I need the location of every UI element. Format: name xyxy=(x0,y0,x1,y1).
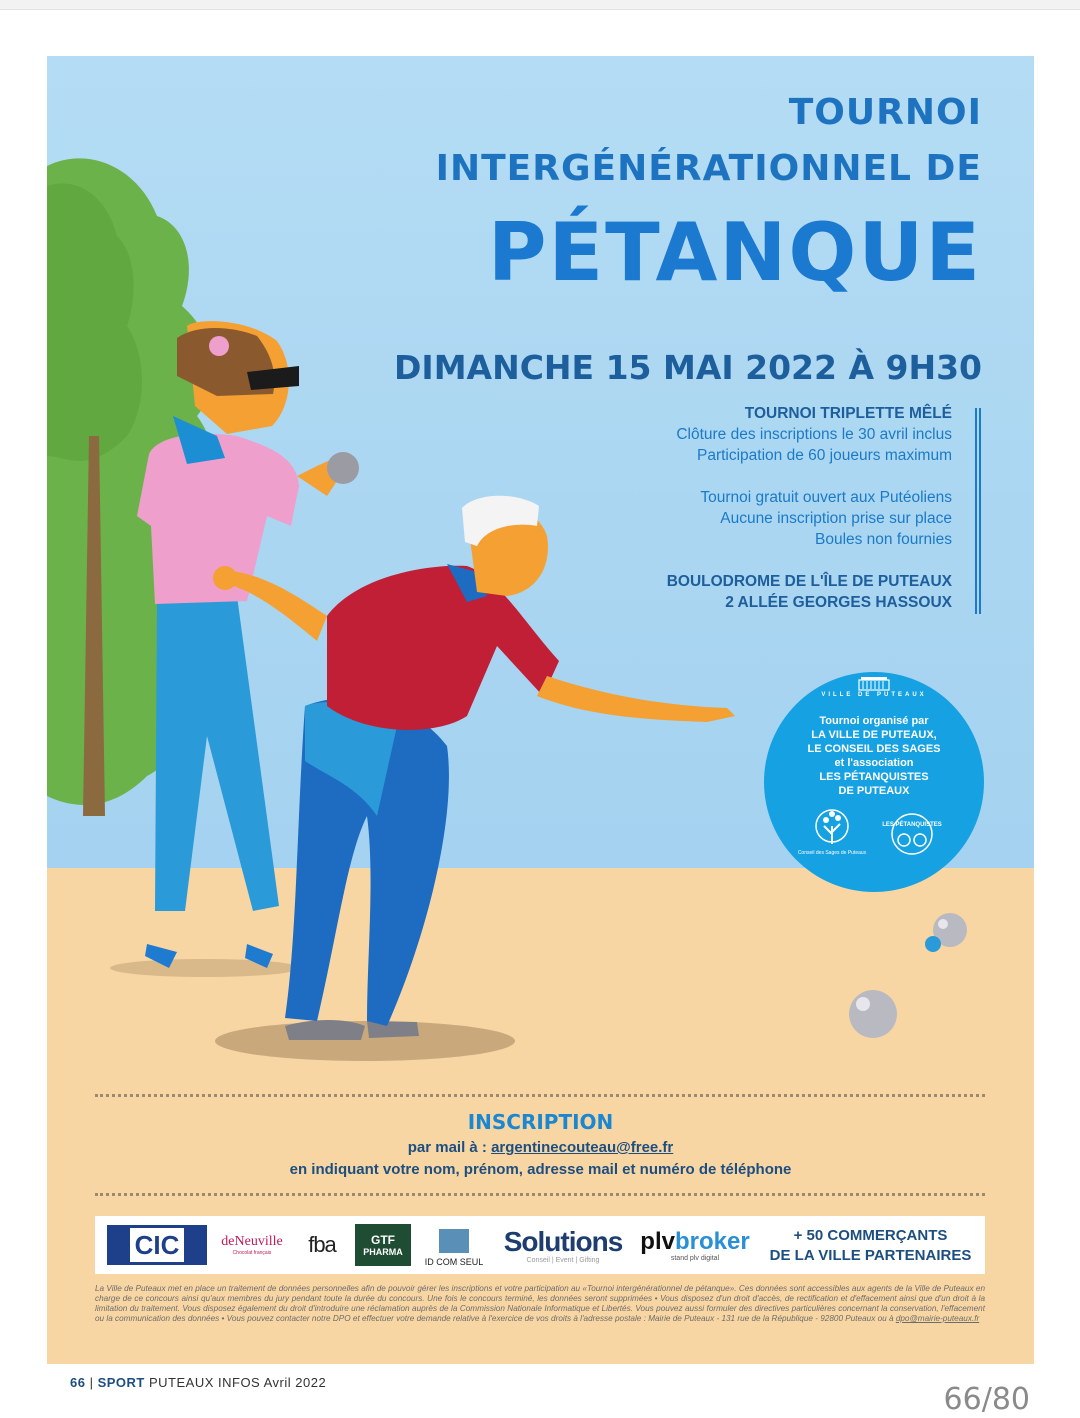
legal-text: La Ville de Puteaux met en place un traitement de données personnelles afin de pouvoir gérer les inscriptions et votre participation au «Tournoi intergénérationnel de pétanque». Ces données sont accessibles aux agents de la Ville de Puteaux en charge de ce concours ainsi qu'aux membres du jury pendant toute la durée du concours. Une fois le concours terminé, les données seront supprimées • Vous disposez d'un droit d'accès, de rectification et d'effacement ainsi que d'un droit à la limitation du traitement. Vous disposez également du droit d'introduire une réclamation auprès de la Commission Nationale Informatique et Libertés. Vous pouvez aussi formuler des directives particulières concernant la conservation, l'effacement ou la communication des données • Vous pouvez contacter notre DPO et effectuer votre demande relative à l'exercice de vos droits à l'adresse postale : Mairie de Puteaux - 131 rue de la République - 92800 Puteaux ou à xyxy=(95,1284,985,1323)
event-info xyxy=(667,403,952,613)
footer-separator: | xyxy=(85,1375,98,1390)
conseil-logo-text: Conseil des Sages de Puteaux xyxy=(797,850,867,856)
badge-text xyxy=(774,714,974,798)
plv-text: plv xyxy=(640,1227,675,1255)
badge-header: VILLE DE PUTEAUX xyxy=(821,692,927,698)
dotted-divider-bottom xyxy=(95,1193,985,1196)
petanquistes-logo-text: LES PÉTANQUISTES xyxy=(882,822,942,828)
info-closing: Clôture des inscriptions le 30 avril inclus xyxy=(676,426,952,443)
plv-sub: stand plv digital xyxy=(670,1254,720,1262)
legal-notice xyxy=(95,1284,985,1324)
inscription-mail-line xyxy=(47,1139,1034,1156)
footer-magazine: PUTEAUX INFOS Avril 2022 xyxy=(144,1375,327,1390)
deneuville-text: deNeuville xyxy=(221,1234,283,1249)
dotted-divider-top xyxy=(95,1094,985,1097)
badge-line-4: et l'association xyxy=(834,757,914,769)
inscription-email-link[interactable]: argentinecouteau@free.fr xyxy=(491,1139,674,1156)
info-address: 2 ALLÉE GEORGES HASSOUX xyxy=(725,594,952,611)
badge-line-3: LE CONSEIL DES SAGES xyxy=(807,743,941,755)
poster xyxy=(47,56,1034,1364)
town-hall-icon xyxy=(858,677,890,691)
partners-line-1: + 50 COMMERÇANTS xyxy=(793,1227,948,1244)
title-petanque: PÉTANQUE xyxy=(487,206,982,299)
footer-section: SPORT xyxy=(97,1375,145,1390)
petanquistes-logo xyxy=(880,810,944,864)
fba-text: fba xyxy=(308,1232,336,1257)
sponsor-strip xyxy=(95,1216,985,1274)
info-players: Participation de 60 joueurs maximum xyxy=(696,447,952,464)
gtf-sub: PHARMA xyxy=(363,1247,403,1257)
event-date: DIMANCHE 15 MAI 2022 À 9H30 xyxy=(394,348,982,387)
info-no-onsite: Aucune inscription prise sur place xyxy=(720,510,952,527)
title-line-tournoi: TOURNOI xyxy=(788,92,982,133)
info-side-rule xyxy=(975,408,981,614)
badge-line-2: LA VILLE DE PUTEAUX, xyxy=(811,729,937,741)
gtf-text: GTF xyxy=(371,1233,395,1247)
footer-page-number: 66 xyxy=(70,1375,86,1390)
id-com-seul-logo xyxy=(421,1216,487,1274)
cic-logo xyxy=(105,1216,209,1274)
inscription-by-mail: par mail à : xyxy=(407,1139,492,1156)
gtf-pharma-logo xyxy=(353,1216,413,1274)
viewer-top-bar xyxy=(0,0,1080,10)
conseil-des-sages-logo xyxy=(797,804,867,864)
deneuville-sub: Chocolat français xyxy=(232,1250,272,1256)
inscription-details: en indiquant votre nom, prénom, adresse mail et numéro de téléphone xyxy=(289,1161,792,1178)
cic-text: CIC xyxy=(130,1228,185,1262)
page-footer xyxy=(70,1375,326,1390)
organizer-badge xyxy=(764,672,984,892)
info-format: TOURNOI TRIPLETTE MÊLÉ xyxy=(744,405,952,422)
inscription-title: INSCRIPTION xyxy=(467,1110,614,1134)
fba-logo xyxy=(299,1216,345,1274)
deneuville-logo xyxy=(213,1216,291,1274)
partners-text xyxy=(763,1226,978,1266)
badge-line-1: Tournoi organisé par xyxy=(819,715,929,727)
info-venue: BOULODROME DE L'ÎLE DE PUTEAUX xyxy=(666,573,952,590)
badge-line-5: LES PÉTANQUISTES xyxy=(819,771,929,783)
badge-line-6: DE PUTEAUX xyxy=(838,785,910,797)
title-line-intergenerationnel: INTERGÉNÉRATIONNEL DE xyxy=(435,148,982,189)
solutions-sub: Conseil | Event | Gifting xyxy=(526,1256,600,1264)
broker-text: broker xyxy=(674,1227,750,1255)
solutions-logo xyxy=(495,1216,631,1274)
dpo-email-link[interactable]: dpo@mairie-puteaux.fr xyxy=(895,1314,980,1323)
plvbroker-logo xyxy=(635,1216,755,1274)
page-counter: 66/80 xyxy=(943,1382,1030,1417)
info-free: Tournoi gratuit ouvert aux Putéoliens xyxy=(700,489,952,506)
info-boules: Boules non fournies xyxy=(814,531,952,548)
solutions-text: Solutions xyxy=(503,1225,623,1257)
idcom-text: ID COM SEUL xyxy=(424,1257,484,1267)
partners-line-2: DE LA VILLE PARTENAIRES xyxy=(769,1247,972,1264)
